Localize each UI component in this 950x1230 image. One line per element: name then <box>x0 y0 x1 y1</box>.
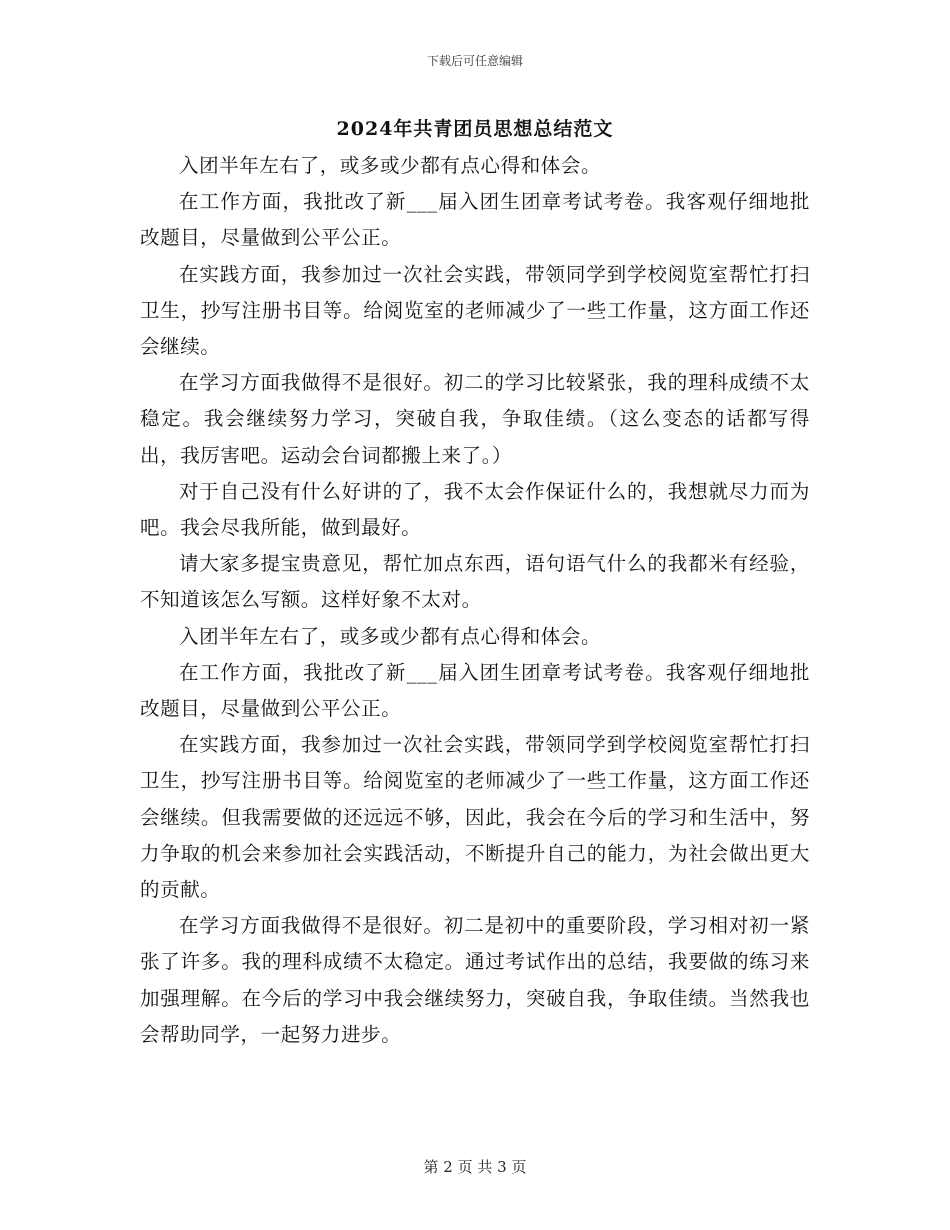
paragraph: 在学习方面我做得不是很好。初二是初中的重要阶段，学习相对初一紧张了许多。我的理科成绩不太稳定。通过考试作出的总结，我要做的练习来加强理解。在今后的学习中我会继续努力，突破自我，争取佳绩。当然我也会帮助同学，一起努力进步。 <box>140 914 810 1046</box>
paragraph: 对于自己没有什么好讲的了，我不太会作保证什么的，我想就尽力而为吧。我会尽我所能，做到最好。 <box>140 479 810 540</box>
paragraph: 在工作方面，我批改了新___届入团生团章考试考卷。我客观仔细地批改题目，尽量做到公平公正。 <box>140 660 810 721</box>
paragraph: 在实践方面，我参加过一次社会实践，带领同学到学校阅览室帮忙打扫卫生，抄写注册书目等。给阅览室的老师减少了一些工作量，这方面工作还会继续。 <box>140 262 810 359</box>
paragraph: 入团半年左右了，或多或少都有点心得和体会。 <box>179 624 602 648</box>
paragraph: 请大家多提宝贵意见，帮忙加点东西，语句语气什么的我都米有经验，不知道该怎么写额。这样好象不太对。 <box>140 552 810 612</box>
paragraph: 入团半年左右了，或多或少都有点心得和体会。 <box>179 154 602 177</box>
paragraph: 在实践方面，我参加过一次社会实践，带领同学到学校阅览室帮忙打扫卫生，抄写注册书目等。给阅览室的老师减少了一些工作量，这方面工作还会继续。但我需要做的还远远不够，因此，我会在今后的学习和生活中，努力争取的机会来参加社会实践活动，不断提升自己的能力，为社会做出更大的贡献。 <box>140 733 810 902</box>
document-body <box>140 148 810 1053</box>
document-title: 2024年共青团员思想总结范文 <box>336 118 614 140</box>
paragraph: 在学习方面我做得不是很好。初二的学习比较紧张，我的理科成绩不太稳定。我会继续努力学习，突破自我，争取佳绩。（这么变态的话都写得出，我厉害吧。运动会台词都搬上来了。） <box>140 371 810 467</box>
paragraph: 在工作方面，我批改了新___届入团生团章考试考卷。我客观仔细地批改题目，尽量做到公平公正。 <box>140 190 810 250</box>
page-header-note: 下载后可任意编辑 <box>426 54 523 68</box>
page-number-footer: 第 2 页 共 3 页 <box>423 1158 527 1176</box>
